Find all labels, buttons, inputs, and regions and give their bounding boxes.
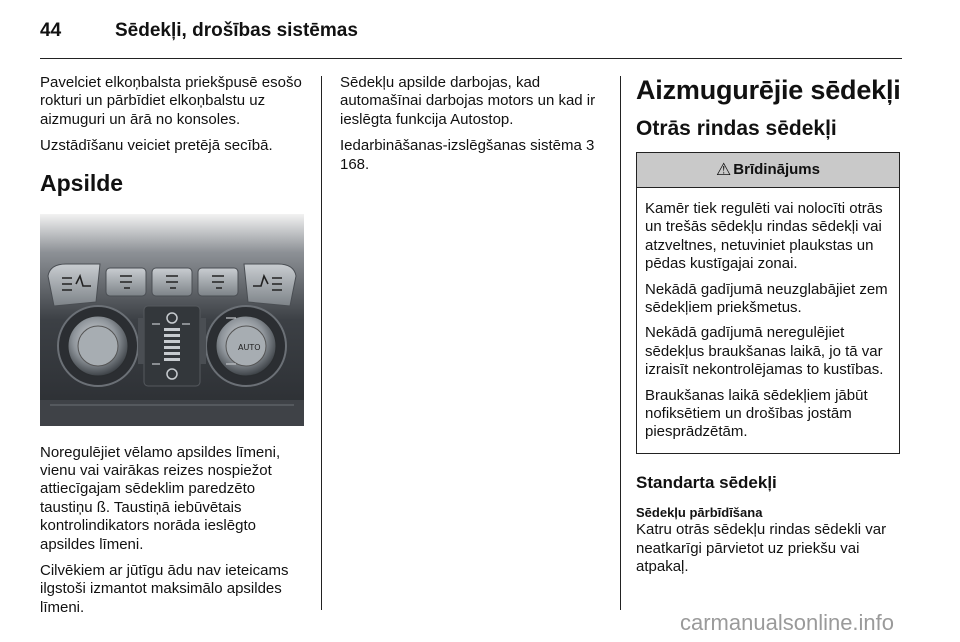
warning-box <box>636 152 900 454</box>
warning-header <box>637 153 899 188</box>
heading-standard-seats: Standarta sēdekļi <box>636 472 777 492</box>
warning-paragraph-4: Braukšanas laikā sēdekļiem jābūt nofiksētiem un drošības jostām piesprādzētām. <box>645 386 868 441</box>
paragraph-armrest: Pavelciet elkoņbalsta priekšpusē esošo rokturi un pārbīdiet elkoņbalstu uz aizmuguri un ārā no konsoles. <box>40 74 302 128</box>
watermark: carmanualsonline.info <box>680 610 895 635</box>
page-title: Sēdekļi, drošības sistēmas <box>115 20 358 41</box>
heading-heating: Apsilde <box>40 169 124 196</box>
knob-auto-label: AUTO <box>238 342 261 352</box>
warning-paragraph-1: Kamēr tiek regulēti vai nolocīti otrās un trešās sēdekļu rindas sēdekļi vai atzveltnes, netuviniet plaukstas un pēdas kustīgajai zonai. <box>645 200 883 273</box>
paragraph-start-stop-ref: Iedarbināšanas-izslēgšanas sistēma 3 168. <box>340 137 595 173</box>
heading-rear-seats: Aizmugurējie sēdekļi <box>636 75 901 105</box>
paragraph-heating-level: Noregulējiet vēlamo apsildes līmeni, vienu vai vairākas reizes nospiežot attiecīgajam sēdeklim paredzēto taustiņu ß. Taustiņā iebūvētais kontrolindikators norāda ieslēgto apsildes līmeni. <box>40 443 281 553</box>
warning-body <box>637 188 899 453</box>
header-divider <box>40 58 902 59</box>
heading-second-row: Otrās rindas sēdekļi <box>636 117 837 140</box>
column-left <box>40 74 310 625</box>
column-divider-1 <box>321 76 322 610</box>
column-middle <box>340 74 608 182</box>
climate-control-photo <box>40 214 304 426</box>
page-header <box>40 18 902 58</box>
heading-seat-sliding: Sēdekļu pārbīdīšana <box>636 505 763 521</box>
warning-title: Brīdinājums <box>733 160 820 178</box>
warning-paragraph-2: Nekādā gadījumā neuzglabājiet zem sēdekļiem priekšmetus. <box>645 280 888 317</box>
column-right <box>636 74 906 585</box>
paragraph-sensitive-skin: Cilvēkiem ar jūtīgu ādu nav ieteicams ilgstoši izmantot maksimālo apsildes līmeni. <box>40 562 289 616</box>
page-number: 44 <box>40 20 62 41</box>
warning-triangle-icon: ⚠ <box>716 159 732 179</box>
column-divider-2 <box>620 76 621 610</box>
paragraph-autostop: Sēdekļu apsilde darbojas, kad automašīnai darbojas motors un kad ir ieslēgta funkcija Autostop. <box>340 74 596 128</box>
paragraph-seat-sliding: Katru otrās sēdekļu rindas sēdekli var neatkarīgi pārvietot uz priekšu vai atpakaļ. <box>636 521 887 576</box>
paragraph-install: Uzstādīšanu veiciet pretējā secībā. <box>40 137 273 155</box>
warning-paragraph-3: Nekādā gadījumā neregulējiet sēdekļus braukšanas laikā, jo tā var izraisīt nekontrolējamas to kustības. <box>645 324 884 379</box>
